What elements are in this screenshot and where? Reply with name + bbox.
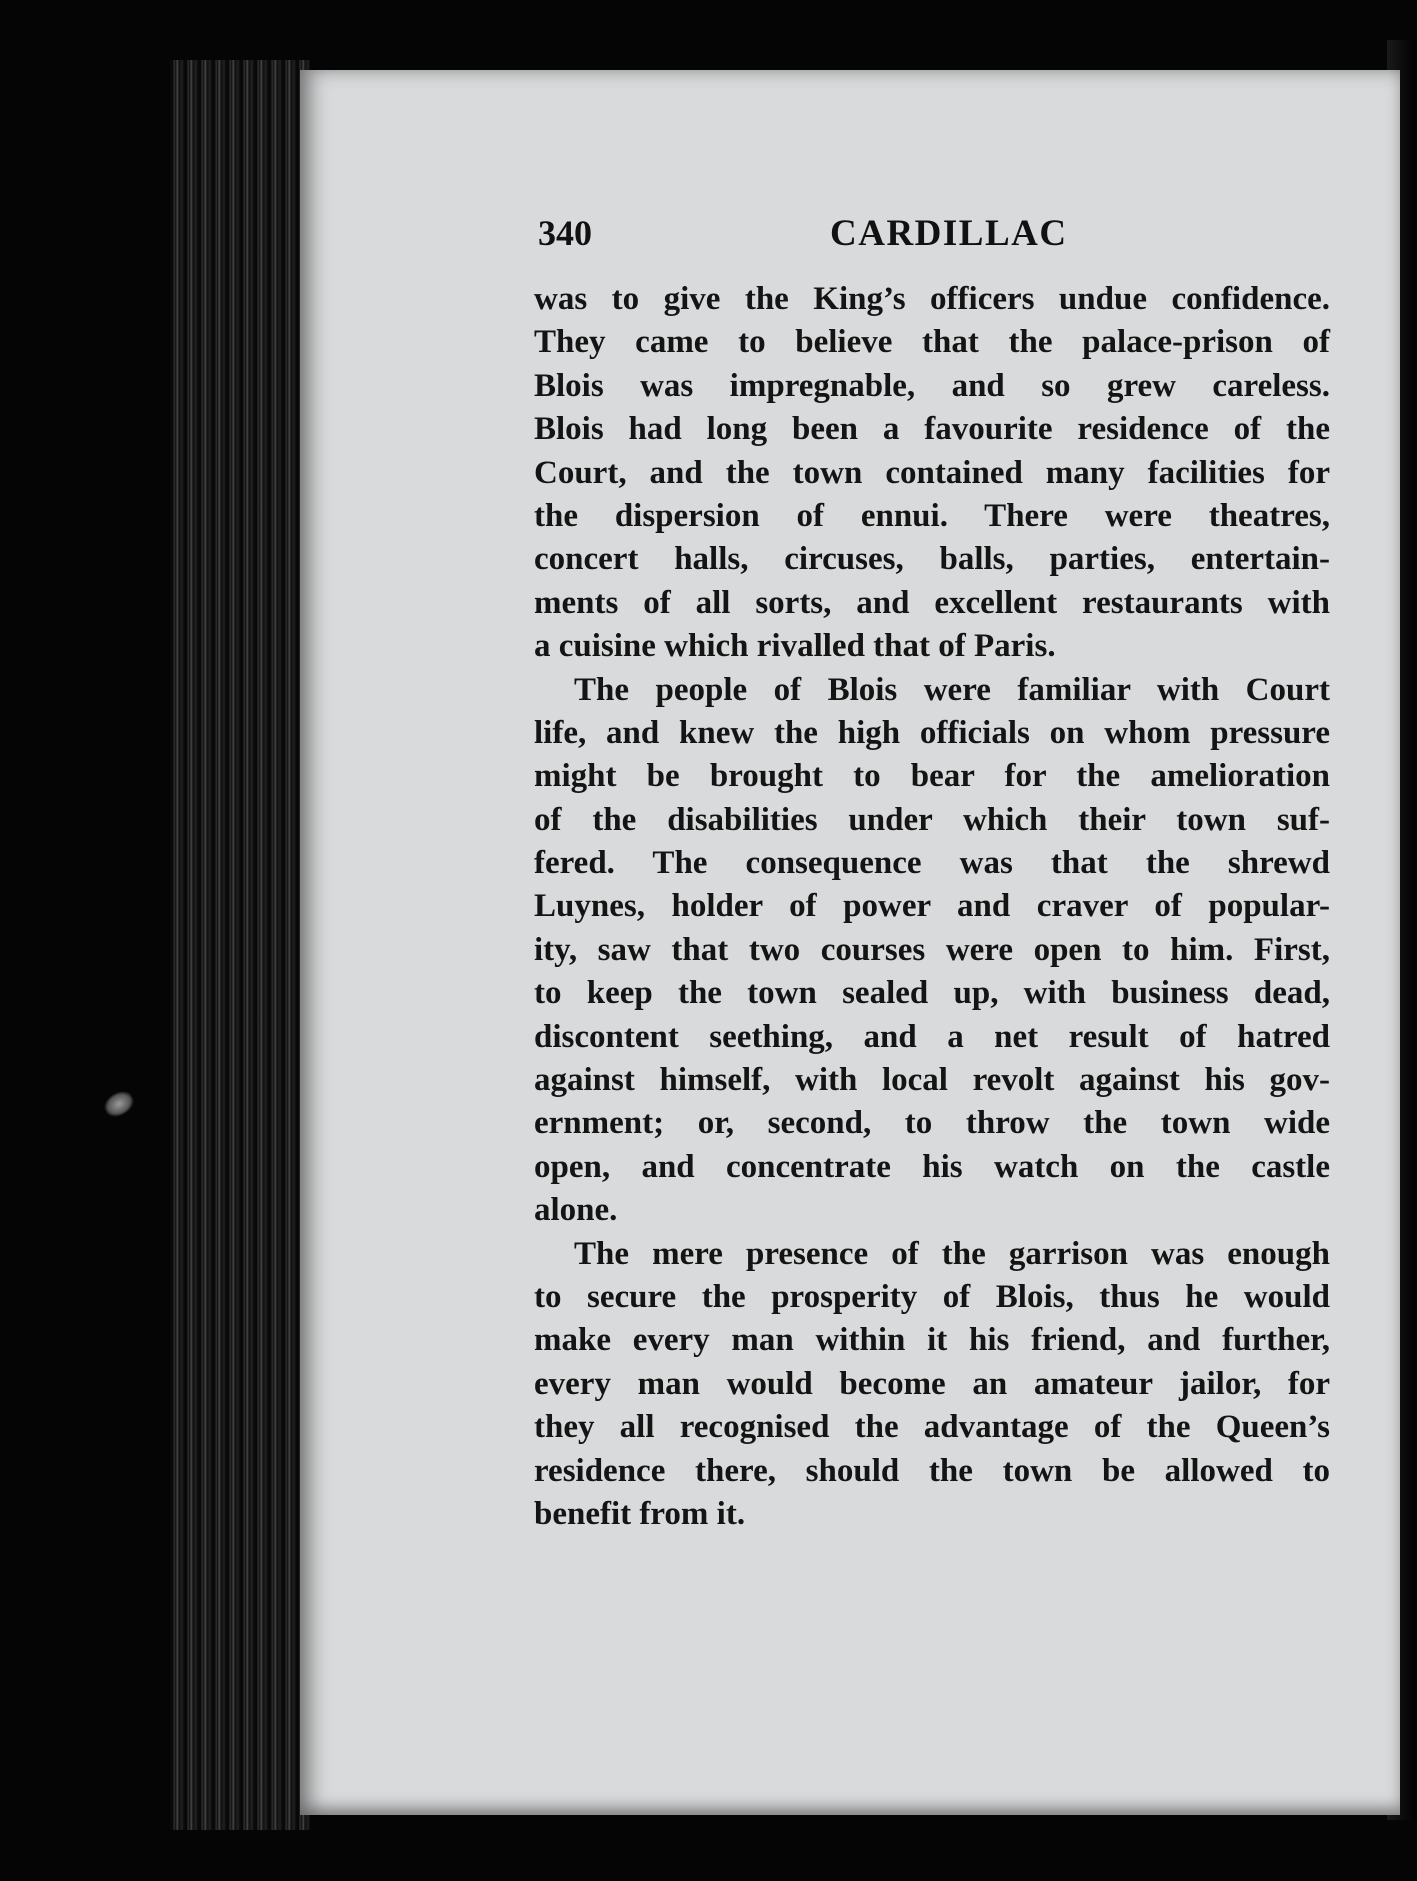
text-line: they all recognised the advantage of the Queen’s: [534, 1409, 1330, 1446]
text-line: fered. The consequence was that the shrewd: [534, 845, 1330, 882]
text-line: concert halls, circuses, balls, parties, entertain-: [534, 541, 1330, 578]
text-line: alone.: [534, 1192, 618, 1229]
body-text: [534, 278, 1330, 1536]
text-line: was to give the King’s officers undue confidence.: [534, 281, 1330, 317]
text-line: to secure the prosperity of Blois, thus he would: [534, 1278, 1330, 1315]
text-line: might be brought to bear for the amelioration: [534, 758, 1330, 795]
text-line: They came to believe that the palace-prison of: [534, 324, 1330, 361]
text-line: The mere presence of the garrison was enough: [574, 1235, 1330, 1272]
text-line: residence there, should the town be allowed to: [534, 1452, 1330, 1489]
text-line: every man would become an amateur jailor, for: [534, 1365, 1330, 1402]
page-number: 340: [538, 213, 592, 253]
text-line: Luynes, holder of power and craver of popular-: [534, 888, 1330, 925]
text-line: a cuisine which rivalled that of Paris.: [534, 628, 1056, 665]
text-line: discontent seething, and a net result of hatred: [534, 1018, 1330, 1055]
text-line: benefit from it.: [534, 1495, 746, 1532]
text-line: ity, saw that two courses were open to him. First,: [534, 931, 1330, 968]
scan-smudge: [101, 1087, 138, 1121]
text-line: of the disabilities under which their town suf-: [534, 801, 1330, 838]
text-line: the dispersion of ennui. There were theatres,: [534, 497, 1330, 534]
book-binding-edge: [170, 60, 310, 1830]
text-line: to keep the town sealed up, with business dead,: [534, 975, 1330, 1012]
text-line: Blois was impregnable, and so grew careless.: [534, 367, 1330, 404]
text-line: Court, and the town contained many facilities for: [534, 454, 1330, 491]
text-line: open, and concentrate his watch on the castle: [534, 1148, 1330, 1185]
text-line: life, and knew the high officials on whom pressure: [534, 714, 1330, 751]
text-line: ernment; or, second, to throw the town wide: [534, 1105, 1330, 1142]
text-line: make every man within it his friend, and further,: [534, 1322, 1330, 1359]
running-head: [538, 212, 1338, 272]
text-line: The people of Blois were familiar with Court: [574, 671, 1330, 708]
text-line: Blois had long been a favourite residence of the: [534, 411, 1330, 448]
running-title: CARDILLAC: [830, 213, 1068, 254]
text-line: ments of all sorts, and excellent restaurants with: [534, 584, 1330, 621]
text-line: against himself, with local revolt against his gov-: [534, 1062, 1330, 1099]
